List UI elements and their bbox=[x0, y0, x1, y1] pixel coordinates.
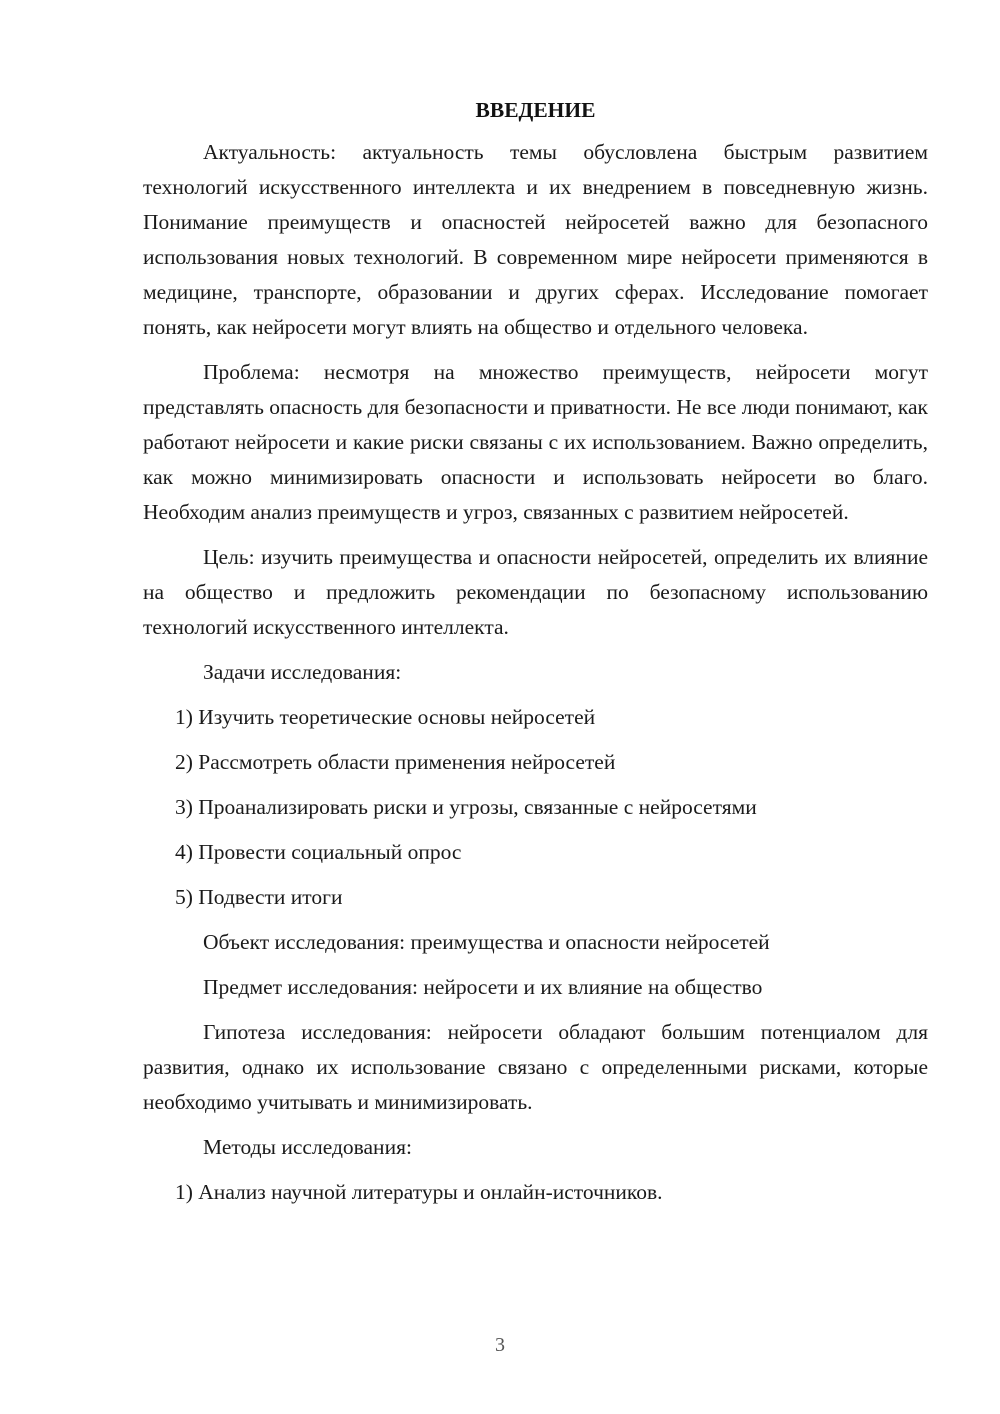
hypothesis-paragraph: Гипотеза исследования: нейросети обладают большим потенциалом для развития, однако их использование связано с определенными рисками, которые необходимо учитывать и минимизировать. bbox=[143, 1020, 928, 1114]
relevance-paragraph: Актуальность: актуальность темы обусловлена быстрым развитием технологий искусственного интеллекта и их внедрением в повседневную жизнь. Понимание преимуществ и опасностей нейросетей важно для безопасного использования новых технологий. В современном мире нейросети применяются в медицине, транспорте, образовании и других сферах. Исследование помогает понять, как нейросети могут влиять на общество и отдельного человека. bbox=[143, 140, 928, 339]
goal-paragraph: Цель: изучить преимущества и опасности нейросетей, определить их влияние на общество и предложить рекомендации по безопасному использованию технологий искусственного интеллекта. bbox=[143, 545, 928, 639]
task-item: 5) Подвести итоги bbox=[175, 885, 343, 909]
section-heading: ВВЕДЕНИЕ bbox=[475, 98, 596, 122]
research-object: Объект исследования: преимущества и опасности нейросетей bbox=[203, 930, 770, 954]
task-item: 2) Рассмотреть области применения нейросетей bbox=[175, 750, 616, 774]
task-item: 3) Проанализировать риски и угрозы, связанные с нейросетями bbox=[175, 795, 757, 819]
problem-paragraph: Проблема: несмотря на множество преимуществ, нейросети могут представлять опасность для безопасности и приватности. Не все люди понимают, как работают нейросети и какие риски связаны с их использованием. Важно определить, как можно минимизировать опасности и использовать нейросети во благо. Необходим анализ преимуществ и угроз, связанных с развитием нейросетей. bbox=[143, 360, 928, 524]
task-item: 4) Провести социальный опрос bbox=[175, 840, 462, 864]
method-item: 1) Анализ научной литературы и онлайн-источников. bbox=[175, 1180, 663, 1204]
task-item: 1) Изучить теоретические основы нейросетей bbox=[175, 705, 596, 729]
tasks-label: Задачи исследования: bbox=[203, 660, 402, 684]
page-number: 3 bbox=[495, 1334, 505, 1356]
page-content bbox=[143, 95, 928, 1220]
research-subject: Предмет исследования: нейросети и их влияние на общество bbox=[203, 975, 763, 999]
methods-label: Методы исследования: bbox=[203, 1135, 412, 1159]
